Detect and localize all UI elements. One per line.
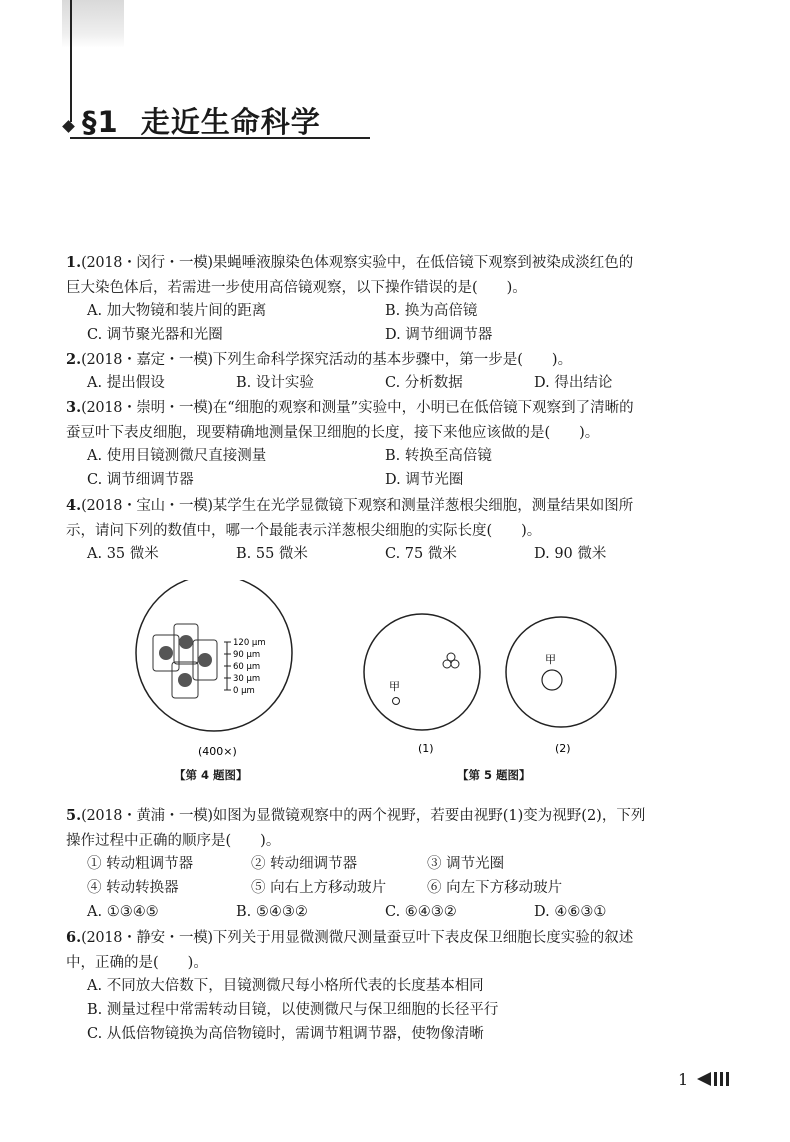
option-b[interactable]: B. 55 微米 <box>236 546 308 562</box>
view-2-label: (2) <box>555 742 571 755</box>
question-number: 1. <box>66 254 82 271</box>
option-a[interactable]: A. 35 微米 <box>87 546 159 562</box>
microscope-field-400x <box>136 580 292 731</box>
steps-row <box>87 876 707 901</box>
option-d[interactable]: D. ④⑥③① <box>534 904 607 920</box>
option-c[interactable]: C. 调节聚光器和光圈 <box>87 327 223 343</box>
question-5 <box>66 803 700 854</box>
question-text: 下列关于用显微测微尺测量蚕豆叶下表皮保卫细胞长度实验的叙述 <box>212 930 634 946</box>
question-text: 果蝇唾液腺染色体观察实验中，在低倍镜下观察到被染成淡红色的 <box>212 255 634 271</box>
figure-4-caption: 【第 4 题图】 <box>174 768 248 782</box>
options-row <box>87 299 707 324</box>
header-diamond-icon <box>62 120 75 133</box>
question-text: 在“细胞的观察和测量”实验中，小明已在低倍镜下观察到了清晰的 <box>212 400 634 416</box>
page-footer <box>678 1070 733 1089</box>
options-row <box>87 323 707 348</box>
question-text: 某学生在光学显微镜下观察和测量洋葱根尖细胞，测量结果如图所 <box>212 498 634 514</box>
question-text: 下列生命科学探究活动的基本步骤中，第一步是( )。 <box>212 352 573 368</box>
field-of-view-1 <box>364 614 480 730</box>
cell-label: 甲 <box>389 680 400 693</box>
options-row <box>87 542 707 567</box>
figures-svg <box>0 580 790 790</box>
question-text: 操作过程中正确的顺序是( )。 <box>66 833 281 849</box>
chapter-title <box>82 100 321 141</box>
step-item: ③ 调节光圈 <box>427 856 505 872</box>
options-row <box>87 444 707 469</box>
option-b[interactable]: B. 转换至高倍镜 <box>385 448 492 464</box>
question-text: 巨大染色体后，若需进一步使用高倍镜观察，以下操作错误的是( )。 <box>66 280 527 296</box>
figure-5 <box>364 614 616 755</box>
question-text: 示，请问下列的数值中，哪一个最能表示洋葱根尖细胞的实际长度( )。 <box>66 523 542 539</box>
question-number: 3. <box>66 399 82 416</box>
options-row <box>87 900 707 925</box>
view-1-label: (1) <box>418 742 434 755</box>
step-item: ② 转动细调节器 <box>251 856 358 872</box>
option-c[interactable]: C. ⑥④③② <box>385 904 457 920</box>
question-2 <box>66 347 700 373</box>
scale-label: 90 μm <box>233 650 261 660</box>
scale-label: 30 μm <box>233 674 261 684</box>
cell-nucleus <box>159 646 173 660</box>
magnification-label: (400×) <box>198 745 237 758</box>
question-6 <box>66 925 700 976</box>
options-row <box>87 998 707 1023</box>
question-source: (2018・嘉定・一模) <box>81 352 213 368</box>
figure-5-caption: 【第 5 题图】 <box>457 768 531 782</box>
scale-label: 60 μm <box>233 662 261 672</box>
option-c[interactable]: C. 分析数据 <box>385 375 463 391</box>
scale-label: 0 μm <box>233 686 255 696</box>
cell-nucleus <box>179 635 193 649</box>
field-of-view-2 <box>506 617 616 727</box>
step-item: ④ 转动转换器 <box>87 880 179 896</box>
question-text: 如图为显微镜观察中的两个视野，若要由视野(1)变为视野(2)，下列 <box>212 808 646 824</box>
cell-jia-large <box>542 670 562 690</box>
question-source: (2018・崇明・一模) <box>81 400 213 416</box>
scale-label: 120 μm <box>233 638 266 648</box>
question-number: 2. <box>66 351 82 368</box>
question-source: (2018・静安・一模) <box>81 930 213 946</box>
step-item: ① 转动粗调节器 <box>87 856 194 872</box>
figure-4 <box>136 580 292 758</box>
question-text: 中，正确的是( )。 <box>66 955 208 971</box>
header-vertical-rule <box>70 0 72 122</box>
option-c[interactable]: C. 75 微米 <box>385 546 457 562</box>
step-item: ⑥ 向左下方移动玻片 <box>427 880 563 896</box>
options-row <box>87 371 707 396</box>
option-b[interactable]: B. ⑤④③② <box>236 904 308 920</box>
option-b[interactable]: B. 换为高倍镜 <box>385 303 478 319</box>
page-number: 1 <box>678 1070 689 1089</box>
question-source: (2018・宝山・一模) <box>81 498 213 514</box>
option-d[interactable]: D. 90 微米 <box>534 546 607 562</box>
question-number: 5. <box>66 807 82 824</box>
cell-nucleus <box>198 653 212 667</box>
question-number: 6. <box>66 929 82 946</box>
option-a[interactable]: A. 使用目镜测微尺直接测量 <box>87 448 267 464</box>
option-a[interactable]: A. 加大物镜和装片间的距离 <box>87 303 267 319</box>
option-a[interactable]: A. ①③④⑤ <box>87 904 159 920</box>
section-mark: §1 <box>82 105 119 139</box>
question-text: 蚕豆叶下表皮细胞，现要精确地测量保卫细胞的长度，接下来他应该做的是( )。 <box>66 425 600 441</box>
option-a[interactable]: A. 提出假设 <box>87 375 165 391</box>
question-number: 4. <box>66 497 82 514</box>
page-arrow-icon <box>697 1070 733 1089</box>
option-b[interactable]: B. 测量过程中常需转动目镜，以使测微尺与保卫细胞的长径平行 <box>87 1002 499 1018</box>
options-row <box>87 1022 707 1047</box>
figures-area <box>0 580 790 790</box>
question-4 <box>66 493 700 544</box>
option-d[interactable]: D. 调节细调节器 <box>385 327 493 343</box>
question-1 <box>66 250 700 301</box>
options-row <box>87 974 707 999</box>
cell-nucleus <box>178 673 192 687</box>
question-source: (2018・黄浦・一模) <box>81 808 213 824</box>
option-b[interactable]: B. 设计实验 <box>236 375 314 391</box>
option-a[interactable]: A. 不同放大倍数下，目镜测微尺每小格所代表的长度基本相同 <box>87 978 484 994</box>
cell-label: 甲 <box>545 653 556 666</box>
option-c[interactable]: C. 调节细调节器 <box>87 472 194 488</box>
options-row <box>87 468 707 493</box>
steps-row <box>87 852 707 877</box>
question-source: (2018・闵行・一模) <box>81 255 213 271</box>
option-d[interactable]: D. 得出结论 <box>534 375 613 391</box>
question-3 <box>66 395 700 446</box>
step-item: ⑤ 向右上方移动玻片 <box>251 880 387 896</box>
option-d[interactable]: D. 调节光圈 <box>385 472 464 488</box>
cell-group <box>447 653 455 661</box>
cell-jia-small <box>393 698 400 705</box>
option-c[interactable]: C. 从低倍物镜换为高倍物镜时，需调节粗调节器，使物像清晰 <box>87 1026 484 1042</box>
section-title: 走近生命科学 <box>140 105 321 139</box>
